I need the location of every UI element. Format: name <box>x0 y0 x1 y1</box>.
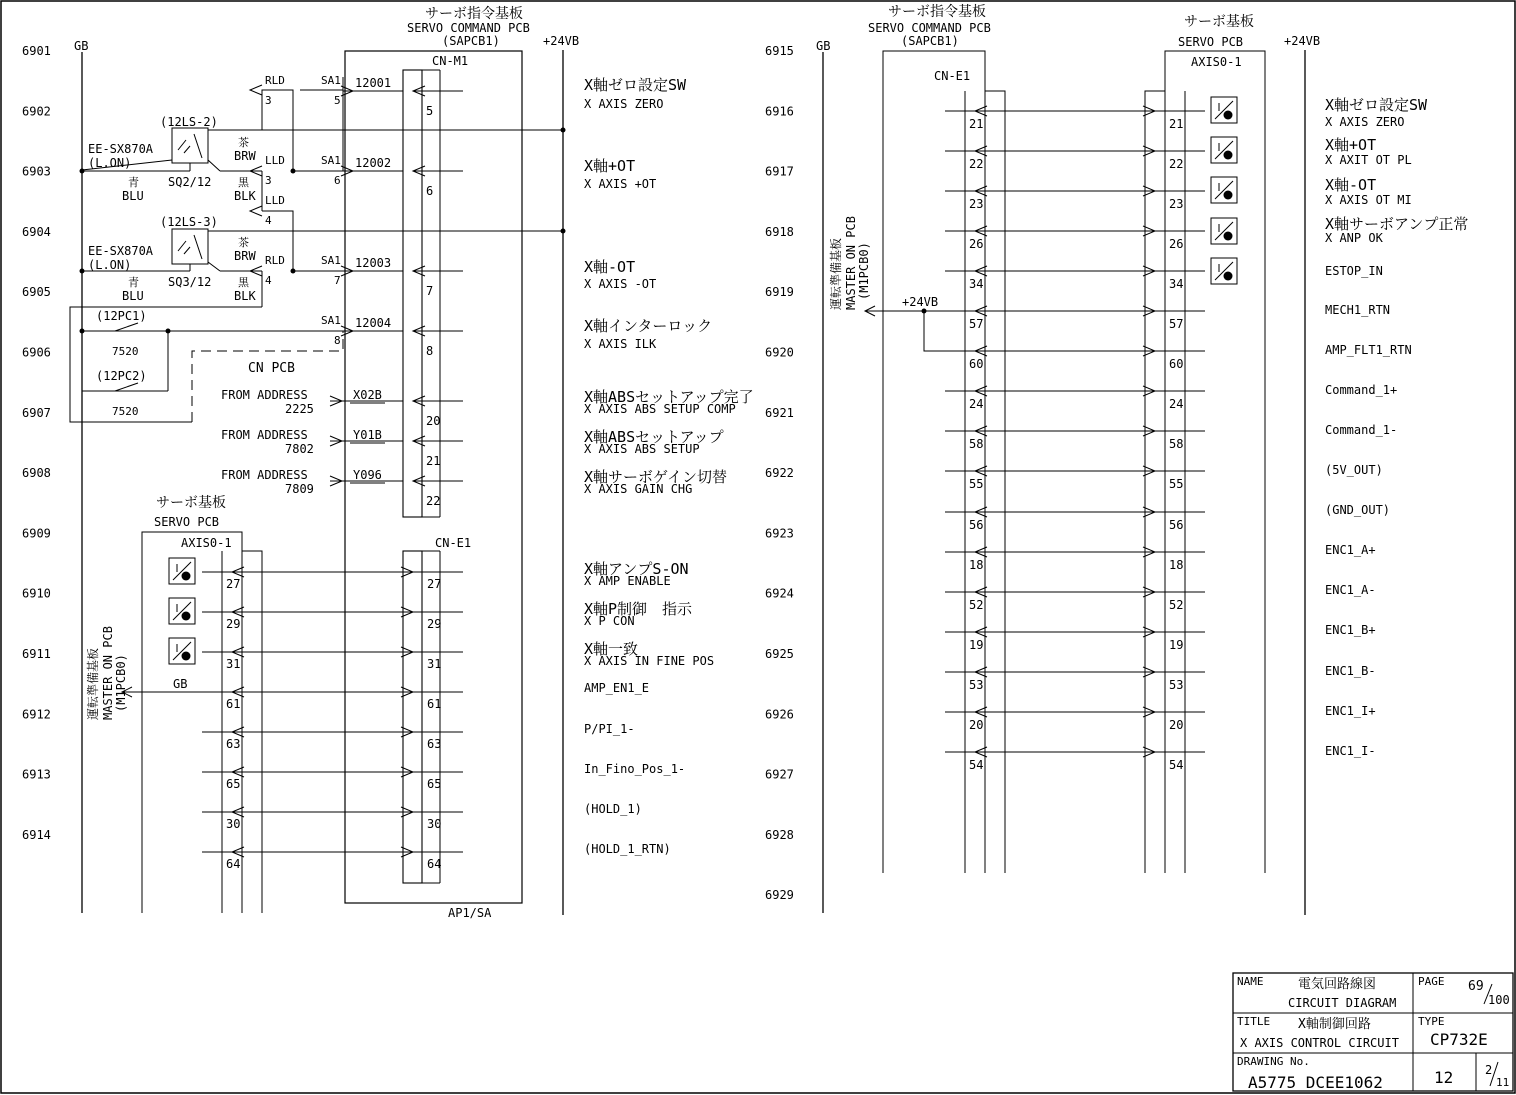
right-pin: 60 <box>969 357 984 371</box>
row-number: 6920 <box>765 345 794 360</box>
right-master-id: (M1PCB0) <box>857 242 871 300</box>
tb-sub-total: 11 <box>1496 1076 1510 1089</box>
signal-label-jp: X軸ゼロ設定SW <box>584 76 687 94</box>
tb-title-en: X AXIS CONTROL CIRCUIT <box>1240 1036 1399 1050</box>
cnm1-pins <box>426 104 440 508</box>
tb-type-label: TYPE <box>1418 1015 1445 1028</box>
signal-label-en: X AMP ENABLE <box>584 574 671 588</box>
signal-label-plain: P/PI_1- <box>584 722 635 736</box>
sensor2-blu: BLU <box>122 289 144 303</box>
signal-label-plain: (GND_OUT) <box>1325 503 1391 517</box>
cnm1-connector <box>403 70 422 517</box>
sensor2-id: (12LS-3) <box>160 215 218 229</box>
cne1-label-left: CN-E1 <box>435 536 472 550</box>
row-number: 6927 <box>765 767 794 782</box>
sensor1-model: EE-SX870A <box>88 142 154 156</box>
sensor2-brw-jp: 茶 <box>238 236 249 249</box>
right-pin-dup: 20 <box>1169 718 1184 732</box>
row-number: 6921 <box>765 405 794 420</box>
io-icon <box>1211 218 1237 244</box>
wire-label: 12002 <box>355 156 392 170</box>
row-number: 6913 <box>22 767 51 782</box>
row-number: 6925 <box>765 647 794 661</box>
signal-label-jp: X軸ゼロ設定SW <box>1325 96 1428 114</box>
signal-label-plain: Command_1+ <box>1325 383 1398 397</box>
right-axis-label: AXIS0-1 <box>1191 55 1242 69</box>
left-ap1sa-label: AP1/SA <box>448 906 492 920</box>
sensor1-id: (12LS-2) <box>160 115 218 129</box>
address-2: 7802 <box>285 442 314 456</box>
io-icon <box>1211 137 1237 163</box>
left-24vb-label: +24VB <box>543 34 580 48</box>
address-signals <box>353 388 382 482</box>
right-pin: 18 <box>969 558 984 572</box>
cne1-left-pin-dup: 64 <box>427 857 442 871</box>
right-pin: 22 <box>969 157 984 171</box>
row-number: 6908 <box>22 466 51 481</box>
signal-label-en: X P CON <box>584 614 635 628</box>
right-pin-dup: 19 <box>1169 638 1184 652</box>
sensor1-box <box>172 128 208 163</box>
row-number: 6915 <box>765 44 794 58</box>
signal-label-jp: X軸インターロック <box>584 317 713 335</box>
right-pin-dup: 55 <box>1169 477 1184 491</box>
left-gb-label: GB <box>74 39 89 53</box>
signal-label-jp: X軸+OT <box>584 157 636 175</box>
right-pin-dup: 22 <box>1169 157 1184 171</box>
right-pin: 54 <box>969 758 984 772</box>
left-row-numbers <box>22 44 51 842</box>
right-pin-dup: 57 <box>1169 317 1184 331</box>
right-cmd-id: (SAPCB1) <box>901 34 959 48</box>
cnm1-pin: 22 <box>426 494 441 508</box>
right-pin: 19 <box>969 638 984 652</box>
tb-sheet: 12 <box>1434 1068 1454 1087</box>
address-signal: Y01B <box>353 428 382 442</box>
tb-drawing-value: A5775 DCEE1062 <box>1248 1073 1383 1092</box>
signal-label-plain: Command_1- <box>1325 423 1398 437</box>
tb-title-label: TITLE <box>1237 1015 1271 1028</box>
sensor2-sq: SQ3/12 <box>168 275 212 289</box>
pc2-label: (12PC2) <box>96 369 147 383</box>
signal-label-plain: ENC1_B- <box>1325 664 1376 678</box>
row-number: 6907 <box>22 405 51 420</box>
signal-label-en: X AXIS ZERO <box>584 97 664 111</box>
address-signal: Y096 <box>353 468 382 482</box>
signal-label-jp: X軸-OT <box>584 258 636 276</box>
sensor1-brw-jp: 茶 <box>238 136 249 149</box>
sensor1-brw: BRW <box>234 149 256 163</box>
right-master-jp: 運転準備基板 <box>829 237 843 310</box>
signal-label-jp: X軸+OT <box>1325 136 1377 154</box>
address-signal: X02B <box>353 388 382 402</box>
lld-label-1: LLD <box>265 154 285 167</box>
sensor2-mode: (L.ON) <box>88 258 132 272</box>
signal-label-plain: MECH1_RTN <box>1325 303 1391 317</box>
cn-pcb-label: CN PCB <box>248 361 295 376</box>
io-icon <box>169 558 195 584</box>
from-address-1: FROM ADDRESS <box>221 388 308 402</box>
left-gb-label-2: GB <box>173 677 188 691</box>
left-master-en: MASTER ON PCB <box>101 626 115 720</box>
sensor2-blu-jp: 青 <box>128 276 139 289</box>
right-pin: 26 <box>969 237 984 251</box>
io-icon <box>1211 258 1237 284</box>
cne1-left-pin-dup: 29 <box>427 617 442 631</box>
cnm1-pin: 7 <box>426 284 434 298</box>
left-cmd-title-jp: サーボ指令基板 <box>425 6 523 22</box>
right-pin-dup: 23 <box>1169 197 1184 211</box>
relay-pin: 6 <box>334 174 341 187</box>
right-servo-title-en: SERVO PCB <box>1178 35 1244 49</box>
relay-pin: 5 <box>334 94 341 107</box>
signal-label-en: X AXIS OT MI <box>1325 193 1412 207</box>
signal-label-plain: ENC1_I+ <box>1325 704 1376 718</box>
signal-label-en: X AXIS ZERO <box>1325 115 1405 129</box>
wire-label: 12003 <box>355 256 392 270</box>
sensor1-mode: (L.ON) <box>88 156 132 170</box>
cne1-left-pin: 27 <box>226 577 241 591</box>
row-number: 6923 <box>765 526 794 541</box>
right-pin-dup: 58 <box>1169 437 1184 451</box>
row-number: 6906 <box>22 345 51 360</box>
left-cmd-title-en: SERVO COMMAND PCB <box>407 21 530 35</box>
relay-pin: 3 <box>265 94 272 107</box>
right-pin: 24 <box>969 397 984 411</box>
left-servo-title-jp: サーボ基板 <box>156 495 226 511</box>
right-cmd-title-en: SERVO COMMAND PCB <box>868 21 991 35</box>
sensor1-blk-jp: 黒 <box>238 176 249 189</box>
cne1-left-pin: 64 <box>226 857 241 871</box>
tb-sub-num: 2 <box>1485 1063 1493 1077</box>
row-number: 6903 <box>22 164 51 179</box>
row-number: 6917 <box>765 164 794 179</box>
right-servo-title-jp: サーボ基板 <box>1184 14 1254 30</box>
signal-label-jp: X軸P制御 指示 <box>584 600 693 618</box>
relay-pin: 8 <box>334 334 341 347</box>
cnm1-label: CN-M1 <box>432 54 469 68</box>
right-gb-label: GB <box>816 39 831 53</box>
signal-label-plain: (HOLD_1_RTN) <box>584 842 671 856</box>
cne1-left-pin-dup: 65 <box>427 777 442 791</box>
left-master-jp: 運転準備基板 <box>86 647 100 720</box>
right-signal-labels <box>1325 96 1468 758</box>
io-icon <box>169 638 195 664</box>
signal-label-en: X AXIS +OT <box>584 177 657 191</box>
row-number: 6914 <box>22 827 51 842</box>
signal-label-en: X ANP OK <box>1325 231 1383 245</box>
cne1-left-pin-dup: 61 <box>427 697 442 711</box>
row-number: 6910 <box>22 586 51 601</box>
right-row-numbers <box>765 44 794 902</box>
sensor2-brw: BRW <box>234 249 256 263</box>
signal-label-plain: ENC1_B+ <box>1325 623 1376 637</box>
pc1-label: (12PC1) <box>96 309 147 323</box>
right-pin-dup: 21 <box>1169 117 1184 131</box>
sensor2-blk: BLK <box>234 289 256 303</box>
signal-label-jp: X軸アンプS-ON <box>584 560 689 578</box>
rld-label-2: RLD <box>265 254 285 267</box>
sensor2-model: EE-SX870A <box>88 244 154 258</box>
right-master-en: MASTER ON PCB <box>844 216 858 310</box>
tb-type-value: CP732E <box>1430 1030 1488 1049</box>
relay-pin: 7 <box>334 274 341 287</box>
signal-label-plain: ENC1_A+ <box>1325 543 1376 557</box>
signal-label-en: X AXIS GAIN CHG <box>584 482 693 496</box>
signal-label-jp: X軸一致 <box>584 640 639 658</box>
sensor1-sq: SQ2/12 <box>168 175 212 189</box>
row-number: 6909 <box>22 526 51 541</box>
tb-page-num: 69 <box>1468 979 1484 994</box>
signal-label-jp: X軸-OT <box>1325 176 1377 194</box>
right-pin-dup: 26 <box>1169 237 1184 251</box>
right-pin: 55 <box>969 477 984 491</box>
right-pin-dup: 54 <box>1169 758 1184 772</box>
cne1-connector-left <box>403 551 422 883</box>
row-number: 6922 <box>765 466 794 481</box>
right-io-symbols <box>1211 97 1237 284</box>
right-pin: 23 <box>969 197 984 211</box>
right-pin: 56 <box>969 518 984 532</box>
row-number: 6916 <box>765 104 794 119</box>
title-block <box>1233 973 1513 1092</box>
signal-label-plain: ENC1_A- <box>1325 583 1376 597</box>
left-panel <box>22 5 754 920</box>
right-pin: 58 <box>969 437 984 451</box>
cnm1-pin: 21 <box>426 454 441 468</box>
signal-label-jp: X軸ABSセットアップ完了 <box>584 388 754 406</box>
sa1-label-4: SA1 <box>321 314 341 327</box>
from-address-2: FROM ADDRESS <box>221 428 308 442</box>
relay-pin: 4 <box>265 274 272 287</box>
signal-label-en: X AXIT OT PL <box>1325 153 1412 167</box>
sensor2-blk-jp: 黒 <box>238 276 249 289</box>
signal-label-en: X AXIS ABS SETUP COMP <box>584 402 736 416</box>
wire-label: 12001 <box>355 76 392 90</box>
row-number: 6929 <box>765 888 794 903</box>
sa1-label-1: SA1 <box>321 74 341 87</box>
row-number: 6905 <box>22 285 51 300</box>
address-3: 7809 <box>285 482 314 496</box>
right-pin: 21 <box>969 117 984 131</box>
cne1-left-pin: 63 <box>226 737 241 751</box>
right-pin-dup: 18 <box>1169 558 1184 572</box>
right-pin-dup: 53 <box>1169 678 1184 692</box>
right-pin: 34 <box>969 277 984 291</box>
row-number: 6924 <box>765 586 794 601</box>
from-address-3: FROM ADDRESS <box>221 468 308 482</box>
sensor1-blk: BLK <box>234 189 256 203</box>
io-icon <box>1211 97 1237 123</box>
right-pin-dup: 24 <box>1169 397 1184 411</box>
signal-label-plain: In_Fino_Pos_1- <box>584 762 686 776</box>
tb-name-label: NAME <box>1237 975 1264 988</box>
wire-label: 12004 <box>355 316 392 330</box>
left-cmd-id: (SAPCB1) <box>442 34 500 48</box>
row-number: 6911 <box>22 647 51 661</box>
signal-label-jp: X軸サーボゲイン切替 <box>584 468 727 486</box>
cne1-left-pin-dup: 63 <box>427 737 442 751</box>
lld-label-2: LLD <box>265 194 285 207</box>
relay-pin: 3 <box>265 174 272 187</box>
sensor1-blu-jp: 青 <box>128 176 139 189</box>
sa1-label-2: SA1 <box>321 154 341 167</box>
right-24vb-label: +24VB <box>1284 34 1321 48</box>
right-24vb-branch: +24VB <box>902 295 939 309</box>
right-pin: 57 <box>969 317 984 331</box>
left-io-symbols <box>169 558 195 664</box>
right-pin: 20 <box>969 718 984 732</box>
cne1-left-pin: 61 <box>226 697 241 711</box>
relay-pin: 4 <box>265 214 272 227</box>
left-servo-title-en: SERVO PCB <box>154 515 220 529</box>
signal-label-plain: AMP_FLT1_RTN <box>1325 343 1412 357</box>
row-number: 6928 <box>765 827 794 842</box>
cne1-left-pin-dup: 27 <box>427 577 442 591</box>
cnm1-pin: 6 <box>426 184 434 198</box>
cne1-left-pin: 29 <box>226 617 241 631</box>
wire-labels <box>355 76 391 330</box>
tb-name-en: CIRCUIT DIAGRAM <box>1288 996 1397 1010</box>
cnm1-pin: 20 <box>426 414 441 428</box>
right-pin: 53 <box>969 678 984 692</box>
right-pin-dup: 60 <box>1169 357 1184 371</box>
tb-drawing-label: DRAWING No. <box>1237 1055 1310 1068</box>
signal-label-plain: ESTOP_IN <box>1325 264 1383 278</box>
cne1-left-pin-dup: 30 <box>427 817 442 831</box>
tb-page-label: PAGE <box>1418 975 1445 988</box>
right-pin-dup: 52 <box>1169 598 1184 612</box>
signal-label-en: X AXIS -OT <box>584 277 657 291</box>
cne1-left-pins <box>226 577 441 871</box>
row-number: 6918 <box>765 224 794 239</box>
left-master-id: (M1PCB0) <box>114 654 128 712</box>
right-pin: 52 <box>969 598 984 612</box>
cnm1-pin: 8 <box>426 344 434 358</box>
signal-label-en: X AXIS IN FINE POS <box>584 654 715 668</box>
cne1-left-pin: 31 <box>226 657 241 671</box>
rld-label-1: RLD <box>265 74 285 87</box>
signal-label-plain: (HOLD_1) <box>584 802 642 816</box>
relay-pins <box>265 94 341 347</box>
sensor2-box <box>172 229 208 264</box>
signal-label-jp: X軸ABSセットアップ <box>584 428 724 446</box>
left-signal-labels <box>584 76 754 856</box>
right-cmd-title-jp: サーボ指令基板 <box>888 4 986 20</box>
n7520-label-2: 7520 <box>112 405 139 418</box>
io-icon <box>169 598 195 624</box>
row-number: 6901 <box>22 44 51 58</box>
signal-label-plain: (5V_OUT) <box>1325 463 1383 477</box>
tb-name-jp: 電気回路線図 <box>1298 977 1377 992</box>
n7520-label-1: 7520 <box>112 345 139 358</box>
signal-label-jp: X軸サーボアンプ正常 <box>1325 215 1469 233</box>
sa1-label-3: SA1 <box>321 254 341 267</box>
io-icon <box>1211 177 1237 203</box>
signal-label-en: X AXIS ABS SETUP <box>584 442 700 456</box>
right-pin-dup: 34 <box>1169 277 1184 291</box>
row-number: 6902 <box>22 104 51 119</box>
row-number: 6904 <box>22 224 51 239</box>
right-cne1-label: CN-E1 <box>934 69 971 83</box>
row-number: 6912 <box>22 707 51 722</box>
signal-label-plain: ENC1_I- <box>1325 744 1376 758</box>
cne1-left-pin: 30 <box>226 817 241 831</box>
row-number: 6926 <box>765 707 794 722</box>
address-1: 2225 <box>285 402 314 416</box>
cne1-left-pin: 65 <box>226 777 241 791</box>
left-axis-label: AXIS0-1 <box>181 536 232 550</box>
tb-page-total: 100 <box>1488 993 1510 1007</box>
signal-label-en: X AXIS ILK <box>584 337 657 351</box>
row-number: 6919 <box>765 285 794 300</box>
tb-title-jp: X軸制御回路 <box>1298 1017 1371 1032</box>
cne1-left-pin-dup: 31 <box>427 657 442 671</box>
sensor1-blu: BLU <box>122 189 144 203</box>
right-pin-dup: 56 <box>1169 518 1184 532</box>
signal-label-plain: AMP_EN1_E <box>584 681 650 695</box>
right-panel <box>765 3 1468 915</box>
cnm1-pin: 5 <box>426 104 434 118</box>
